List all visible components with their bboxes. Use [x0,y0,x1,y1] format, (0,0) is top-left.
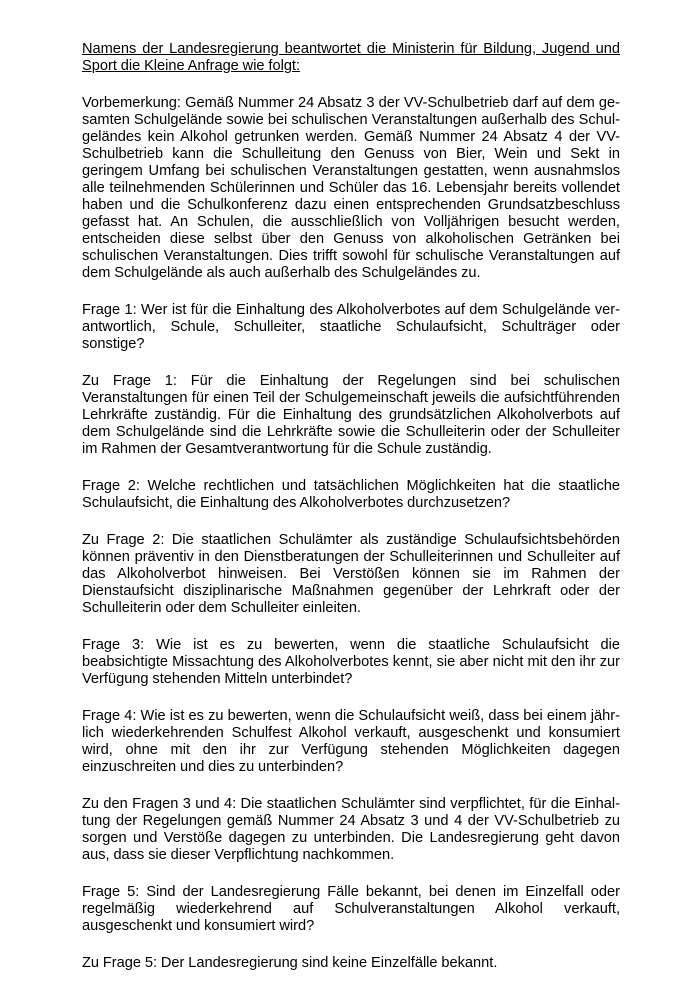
question-1: Frage 1: Wer ist für die Einhaltung des Alkoholverbotes auf dem Schulgelände verantwortlich, Schule, Schulleiter, staatliche Schulaufsicht, Schulträger oder sonstige? [82,302,620,352]
answer-1: Zu Frage 1: Für die Einhaltung der Regelungen sind bei schulischen Veranstaltungen für einen Teil der Schulgemeinschaft jeweils die aufsichtführenden Lehrkräfte zuständig. Für die Einhaltung des grundsätzlichen Alkoholverbots auf dem Schulgelände sind die Lehrkräfte sowie die Schulleiterin oder der Schulleiter im Rahmen der Gesamtverantwortung für die Schule zuständig. [82,373,620,457]
answer-5: Zu Frage 5: Der Landesregierung sind keine Einzelfälle bekannt. [82,955,498,971]
document-heading: Namens der Landesregierung beantwortet die Ministerin für Bildung, Jugend und Sport die Kleine Anfrage wie folgt: [82,41,620,74]
question-2: Frage 2: Welche rechtlichen und tatsächlichen Möglichkeiten hat die staatliche Schulaufsicht, die Einhaltung des Alkoholverbotes durchzusetzen? [82,478,620,511]
question-4: Frage 4: Wie ist es zu bewerten, wenn die Schulaufsicht weiß, dass bei einem jährlich wiederkehrenden Schulfest Alkohol verkauft, ausgeschenkt und konsumiert wird, ohne mit den ihr zur Verfügung stehenden Möglichkeiten dagegen einzuschreiten und dies zu unterbinden? [82,708,620,775]
question-3: Frage 3: Wie ist es zu bewerten, wenn die staatliche Schulaufsicht die beabsichtigte Missachtung des Alkoholverbotes kennt, sie aber nicht mit den ihr zur Verfügung stehenden Mitteln unterbindet? [82,637,620,687]
question-5: Frage 5: Sind der Landesregierung Fälle bekannt, bei denen im Einzelfall oder regelmäßig wiederkehrend auf Schulveranstaltungen Alkohol verkauft, ausgeschenkt und konsumiert wird? [82,884,620,934]
answer-2: Zu Frage 2: Die staatlichen Schulämter als zuständige Schulaufsichtsbehörden können präventiv in den Dienstberatungen der Schulleiterinnen und Schulleiter auf das Alkoholverbot hinweisen. Bei Verstößen können sie im Rahmen der Dienstaufsicht disziplinarische Maßnahmen gegenüber der Lehrkraft oder der Schulleiterin oder dem Schulleiter einleiten. [82,532,620,616]
document-page [82,41,620,972]
answer-3-and-4: Zu den Fragen 3 und 4: Die staatlichen Schulämter sind verpflichtet, für die Einhaltung der Regelungen gemäß Nummer 24 Absatz 3 und 4 der VV-Schulbetrieb zu sorgen und Verstöße dagegen zu unterbinden. Die Landesregierung geht davon aus, dass sie dieser Verpflichtung nachkommen. [82,796,620,863]
preliminary-remark: Vorbemerkung: Gemäß Nummer 24 Absatz 3 der VV-Schulbetrieb darf auf dem gesamten Schulgelände sowie bei schulischen Veranstaltungen außerhalb des Schulgeländes kein Alkohol getrunken werden. Gemäß Nummer 24 Absatz 4 der VV-Schulbetrieb kann die Schulleitung den Genuss von Bier, Wein und Sekt in geringem Umfang bei schulischen Veranstaltungen gestatten, wenn ausnahmslos alle teilnehmenden Schülerinnen und Schüler das 16. Lebensjahr bereits vollendet haben und die Schulkonferenz dazu einen entsprechenden Grundsatzbeschluss gefasst hat. An Schulen, die ausschließlich von Volljährigen besucht werden, entscheiden diese selbst über den Genuss von alkoholischen Getränken bei schulischen Veranstaltungen. Dies trifft sowohl für schulische Veranstaltungen auf dem Schulgelände als auch außerhalb des Schulgeländes zu. [82,95,620,281]
